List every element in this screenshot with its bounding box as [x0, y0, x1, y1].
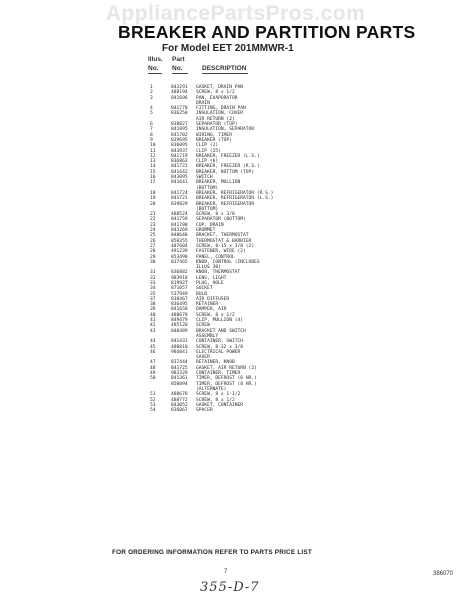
- parts-row-part-number: 488772: [171, 397, 188, 403]
- parts-row-part-number: 853498: [171, 254, 188, 260]
- document-number: 386070: [433, 571, 454, 577]
- parts-row-description: SCREW: [196, 323, 210, 329]
- parts-row-part-number: 843052: [171, 402, 188, 408]
- parts-row-description: CLIP, MULLION (4): [196, 318, 244, 324]
- parts-row-part-number: 841719: [171, 153, 188, 159]
- parts-row-part-number: 837444: [171, 360, 188, 366]
- parts-row-illus: 4: [150, 106, 153, 112]
- parts-row-part-number: 836067: [171, 408, 188, 414]
- parts-row-part-number: 488194: [171, 90, 188, 96]
- parts-row-illus: 16: [150, 175, 156, 181]
- parts-row-part-number: 839829: [171, 201, 188, 207]
- parts-row-illus: 5: [150, 111, 153, 117]
- parts-row-description: SCREW, 8 x 3/8: [196, 212, 235, 218]
- parts-row-part-number: 841721: [171, 196, 188, 202]
- parts-row-description: FITTING, DRAIN PAN: [196, 106, 246, 112]
- parts-row-description: SWITCH: [196, 175, 213, 181]
- parts-row-illus: 9: [150, 137, 153, 143]
- parts-row-illus: 13: [150, 159, 156, 165]
- parts-row-description: ELECTRICAL POWER: [196, 349, 241, 355]
- parts-row-part-number: 843269: [171, 228, 188, 234]
- parts-row-part-number: 841696: [171, 95, 188, 101]
- parts-row-description: GASKET, CONTAINER: [196, 402, 244, 408]
- parts-row-illus: 47: [150, 360, 156, 366]
- parts-row-part-number: 841895: [171, 127, 188, 133]
- header-underline-illus: [148, 73, 162, 74]
- parts-row-part-number: 983329: [171, 371, 188, 377]
- parts-row-illus: 39: [150, 307, 156, 313]
- parts-row-part-number: 843095: [171, 175, 188, 181]
- column-header-illus: Illus.: [148, 56, 163, 63]
- parts-row-description: PLUG, HOLE: [196, 280, 224, 286]
- parts-row-illus: 51: [150, 392, 156, 398]
- parts-row-illus: 22: [150, 217, 156, 223]
- parts-row-description: INSULATION, COVER: [196, 111, 244, 117]
- parts-row-description: GASKET, AIR RETURN (2): [196, 365, 257, 371]
- parts-row-description: SOCKET: [196, 286, 213, 292]
- parts-row-description: GROMMET: [196, 228, 216, 234]
- column-header-illus-no: No.: [148, 65, 159, 72]
- parts-row-part-number: 839695: [171, 137, 188, 143]
- parts-row-part-number: 840489: [171, 328, 188, 334]
- parts-row-description: BREAKER, FREEZER (R.S.): [196, 164, 260, 170]
- watermark: AppliancePartsPros.com: [105, 2, 366, 25]
- parts-row-description: WIRING, TIMER: [196, 132, 232, 138]
- parts-row-illus: 30: [150, 259, 156, 265]
- column-header-part-no: No.: [172, 65, 183, 72]
- parts-row-illus: 12: [150, 153, 156, 159]
- parts-row-illus: 52: [150, 397, 156, 403]
- parts-row-part-number: 843937: [171, 148, 188, 154]
- parts-row-description: ILLUS 30): [196, 265, 221, 271]
- parts-row: [150, 408, 320, 413]
- parts-row-description: BREAKER, REFRIGERATOR: [196, 201, 255, 207]
- parts-row-illus: 19: [150, 196, 156, 202]
- parts-row-description: (ALTERNATE): [196, 386, 227, 392]
- parts-row-part-number: 984841: [171, 349, 188, 355]
- parts-row-illus: 32: [150, 275, 156, 281]
- parts-row-part-number: 850355: [171, 238, 188, 244]
- parts-row-illus: 43: [150, 328, 156, 334]
- parts-row-part-number: 850094: [171, 381, 188, 387]
- parts-row-part-number: 836495: [171, 302, 188, 308]
- parts-row-illus: 24: [150, 228, 156, 234]
- parts-row-part-number: 488678: [171, 392, 188, 398]
- parts-row-part-number: 841431: [171, 339, 188, 345]
- parts-row-part-number: 488810: [171, 344, 188, 350]
- parts-row-part-number: 836882: [171, 270, 188, 276]
- parts-row-illus: 41: [150, 318, 156, 324]
- parts-row-illus: 49: [150, 371, 156, 377]
- column-header-description: DESCRIPTION: [202, 65, 247, 72]
- parts-row-illus: 11: [150, 148, 156, 154]
- parts-row-illus: 10: [150, 143, 156, 149]
- handwritten-note: 355-D-7: [200, 580, 260, 595]
- parts-row-part-number: 841759: [171, 217, 188, 223]
- parts-row-illus: 31: [150, 270, 156, 276]
- parts-row-illus: 20: [150, 201, 156, 207]
- parts-row-part-number: 841770: [171, 106, 188, 112]
- parts-row-description: BREAKER (TOP): [196, 137, 232, 143]
- parts-row-part-number: 836250: [171, 111, 188, 117]
- parts-row-description: KNOB, THERMOSTAT: [196, 270, 241, 276]
- parts-row-illus: 53: [150, 402, 156, 408]
- parts-row-description: DAMPER, AIR: [196, 307, 227, 313]
- parts-row-description: TIMER, DEFROST (6 HR.): [196, 376, 257, 382]
- parts-row-illus: 44: [150, 339, 156, 345]
- parts-row-part-number: 838467: [171, 296, 188, 302]
- parts-row-illus: 2: [150, 90, 153, 96]
- parts-row-illus: 33: [150, 280, 156, 286]
- parts-row-part-number: 841361: [171, 376, 188, 382]
- parts-row-illus: 40: [150, 312, 156, 318]
- parts-row-illus: 26: [150, 238, 156, 244]
- parts-row-description: (BOTTOM): [196, 185, 219, 191]
- parts-row-part-number: 841658: [171, 307, 188, 313]
- parts-row-part-number: 841724: [171, 190, 188, 196]
- parts-row-illus: 1: [150, 85, 153, 90]
- parts-row-description: CLIP (25): [196, 148, 221, 154]
- ordering-footer: FOR ORDERING INFORMATION REFER TO PARTS PRICE LIST: [112, 549, 312, 556]
- parts-row-description: SCREW, 8 x 1/2: [196, 397, 235, 403]
- parts-row-description: INSULATION, SEPARATOR: [196, 127, 255, 133]
- parts-row-description: CONTAINER, SWITCH: [196, 339, 244, 345]
- parts-row-part-number: 841641: [171, 180, 188, 186]
- parts-list: [150, 85, 320, 413]
- parts-row-description: GASKET, DRAIN PAN: [196, 85, 244, 90]
- parts-row-part-number: 836863: [171, 159, 188, 165]
- parts-row-description: PAN, EVAPORATOR: [196, 95, 238, 101]
- parts-row-illus: 7: [150, 127, 153, 133]
- parts-row-illus: 23: [150, 222, 156, 228]
- parts-row-part-number: 537949: [171, 291, 188, 297]
- parts-row-description: AIR DIFFUSER: [196, 296, 230, 302]
- parts-row-part-number: 848640: [171, 233, 188, 239]
- parts-row-description: BRACKET AND SWITCH: [196, 328, 246, 334]
- parts-row-illus: 28: [150, 249, 156, 255]
- page-number: 7: [224, 569, 228, 575]
- parts-row-description: BREAKER, BOTTOM (TOP): [196, 169, 255, 175]
- parts-row-part-number: 841708: [171, 222, 188, 228]
- parts-row-part-number: 819927: [171, 280, 188, 286]
- parts-row-description: THERMOSTAT & BARRIER: [196, 238, 252, 244]
- parts-row-illus: 37: [150, 296, 156, 302]
- parts-row-description: KNOB, CONTROL (INCLUDES: [196, 259, 260, 265]
- parts-row-part-number: 841722: [171, 164, 188, 170]
- parts-row-description: RETAINER: [196, 302, 219, 308]
- parts-row-illus: 46: [150, 349, 156, 355]
- parts-row-illus: 34: [150, 286, 156, 292]
- parts-row-description: SCREW, 8-32 x 3/8: [196, 344, 244, 350]
- parts-row-illus: 27: [150, 243, 156, 249]
- parts-row-description: DRAIN: [196, 100, 210, 106]
- parts-row-part-number: 488678: [171, 312, 188, 318]
- parts-row-illus: 17: [150, 180, 156, 186]
- parts-row-part-number: 836095: [171, 143, 188, 149]
- parts-row-part-number: 843291: [171, 85, 188, 90]
- parts-row-part-number: 838827: [171, 122, 188, 128]
- parts-row-description: FASTENER, WIRE (2): [196, 249, 246, 255]
- parts-row-part-number: 488524: [171, 212, 188, 218]
- parts-row-description: ASSEMBLY: [196, 333, 219, 339]
- parts-row-description: BULB: [196, 291, 208, 297]
- parts-row-illus: 3: [150, 95, 153, 101]
- parts-row-description: CLIP (6): [196, 159, 219, 165]
- parts-row-description: LENS, LIGHT: [196, 275, 227, 281]
- parts-row-part-number: 485120: [171, 323, 188, 329]
- parts-row-part-number: 841642: [171, 169, 188, 175]
- parts-row-part-number: 841725: [171, 365, 188, 371]
- parts-row-illus: 21: [150, 212, 156, 218]
- parts-row-description: BREAKER, FREEZER (L.S.): [196, 153, 260, 159]
- parts-row-description: AIR RETURN (2): [196, 116, 235, 122]
- parts-row-description: SCREW, 8 x 1/2: [196, 90, 235, 96]
- parts-row-part-number: 849479: [171, 318, 188, 324]
- header-underline-description: [202, 73, 248, 74]
- parts-row-illus: 8: [150, 132, 153, 138]
- parts-row-description: BREAKER, MULLION: [196, 180, 241, 186]
- parts-row-description: PANEL, CONTROL: [196, 254, 235, 260]
- parts-row-illus: 14: [150, 164, 156, 170]
- parts-row-description: SEPARATOR (TOP): [196, 122, 238, 128]
- parts-row-description: CUP, DRAIN: [196, 222, 224, 228]
- parts-row-part-number: 837465: [171, 259, 188, 265]
- parts-row-description: (BOTTOM): [196, 206, 219, 212]
- parts-row-illus: 35: [150, 291, 156, 297]
- parts-row-illus: 38: [150, 302, 156, 308]
- parts-row-description: TIMER, DEFROST (8 HR.): [196, 381, 257, 387]
- parts-row-description: SPACER: [196, 408, 213, 414]
- parts-row-illus: 6: [150, 122, 153, 128]
- parts-row-part-number: 983910: [171, 275, 188, 281]
- parts-row-description: SAVER: [196, 355, 210, 361]
- parts-row-illus: 25: [150, 233, 156, 239]
- parts-row-illus: 15: [150, 169, 156, 175]
- parts-row-part-number: 491239: [171, 249, 188, 255]
- parts-row-description: BREAKER, REFRIGERATOR (R.S.): [196, 190, 274, 196]
- parts-row-description: CLIP (2): [196, 143, 219, 149]
- parts-row-illus: 54: [150, 408, 156, 414]
- parts-row-description: SCREW, 8 x 1-1/2: [196, 392, 241, 398]
- parts-row-part-number: 487604: [171, 243, 188, 249]
- parts-row-illus: 18: [150, 190, 156, 196]
- column-header-part: Part: [172, 56, 185, 63]
- parts-row-description: BREAKER, REFRIGERATOR (L.S.): [196, 196, 274, 202]
- parts-row-description: SCREW, 8 x 1/2: [196, 312, 235, 318]
- parts-row-description: BRACKET, THERMOSTAT: [196, 233, 249, 239]
- parts-row-illus: 45: [150, 344, 156, 350]
- model-subtitle: For Model EET 201MMWR-1: [162, 43, 294, 54]
- header-underline-part: [172, 73, 188, 74]
- parts-row-illus: 50: [150, 376, 156, 382]
- parts-row-part-number: 871057: [171, 286, 188, 292]
- parts-row-description: RETAINER, KNOB: [196, 360, 235, 366]
- parts-row-illus: 42: [150, 323, 156, 329]
- parts-row-description: CONTAINER, TIMER: [196, 371, 241, 377]
- parts-row-illus: 48: [150, 365, 156, 371]
- parts-row-description: SEPARATOR (BOTTOM): [196, 217, 246, 223]
- page-title: BREAKER AND PARTITION PARTS: [118, 22, 416, 42]
- parts-row-illus: 29: [150, 254, 156, 260]
- parts-row-part-number: 841702: [171, 132, 188, 138]
- parts-row-description: SCREW, 8-15 x 3/8 (2): [196, 243, 255, 249]
